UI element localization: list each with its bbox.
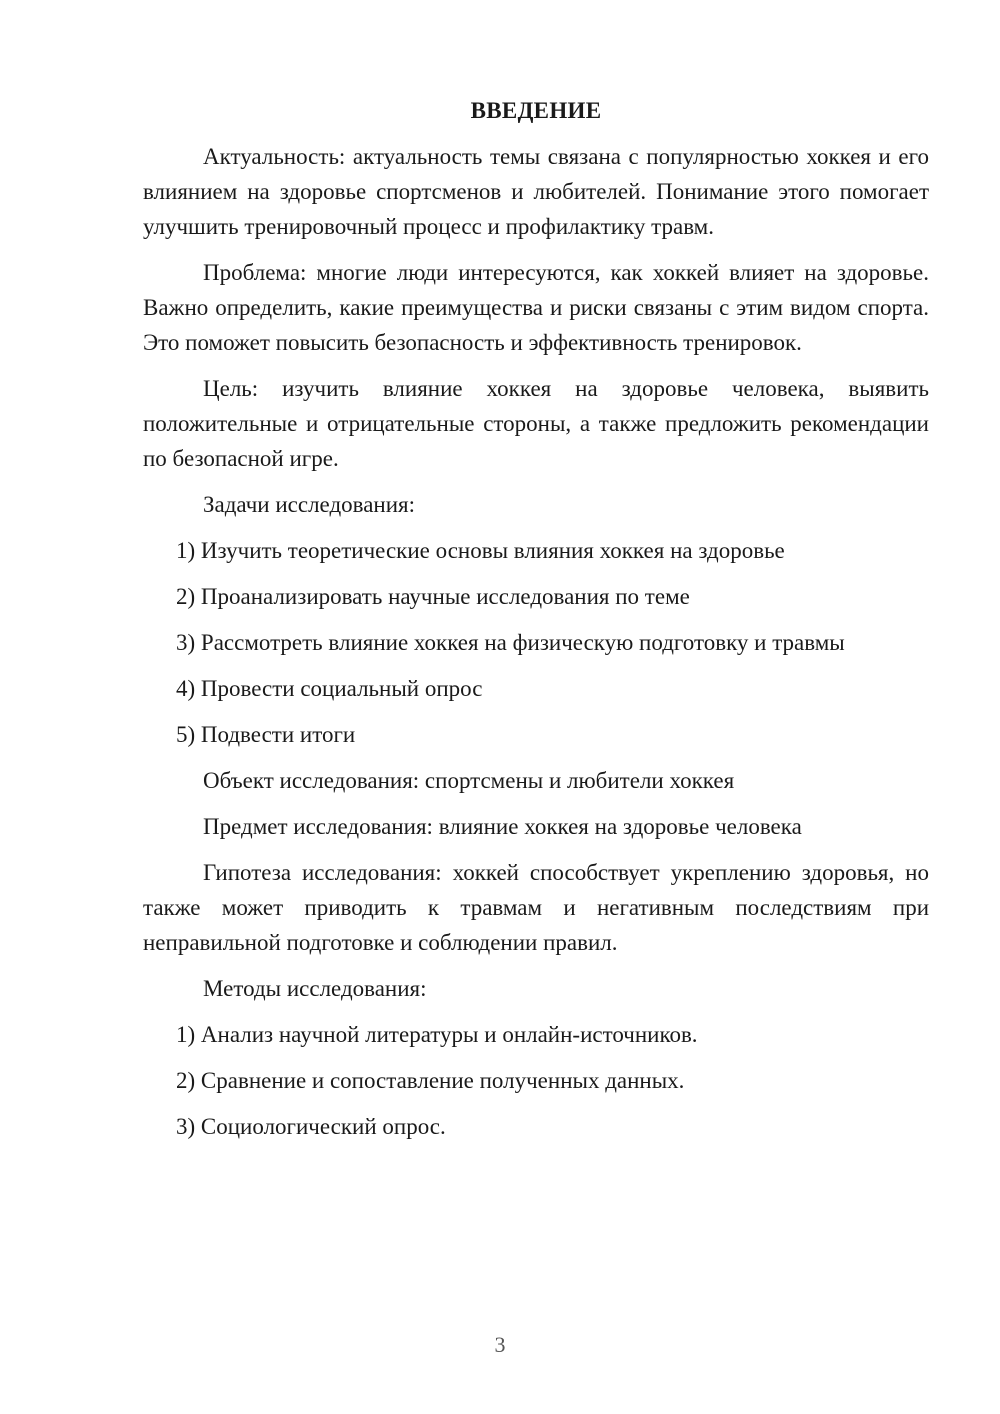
goal-paragraph: Цель: изучить влияние хоккея на здоровье человека, выявить положительные и отрицательные стороны, а также предложить рекомендации по безопасной игре. bbox=[143, 376, 929, 471]
research-object: Объект исследования: спортсмены и любители хоккея bbox=[203, 768, 735, 793]
tasks-list bbox=[143, 533, 929, 752]
methods-list bbox=[143, 1017, 929, 1144]
document-page bbox=[143, 93, 929, 1155]
list-item: 5) Подвести итоги bbox=[176, 722, 356, 747]
tasks-label: Задачи исследования: bbox=[203, 492, 416, 517]
list-item: 1) Анализ научной литературы и онлайн-источников. bbox=[176, 1022, 698, 1047]
methods-label: Методы исследования: bbox=[203, 976, 427, 1001]
list-item: 1) Изучить теоретические основы влияния хоккея на здоровье bbox=[176, 538, 785, 563]
hypothesis-paragraph: Гипотеза исследования: хоккей способствует укреплению здоровья, но также может приводить к травмам и негативным последствиям при неправильной подготовке и соблюдении правил. bbox=[143, 860, 929, 955]
problem-paragraph: Проблема: многие люди интересуются, как хоккей влияет на здоровье. Важно определить, какие преимущества и риски связаны с этим видом спорта. Это поможет повысить безопасность и эффективность тренировок. bbox=[143, 260, 929, 355]
research-subject: Предмет исследования: влияние хоккея на здоровье человека bbox=[203, 814, 802, 839]
list-item: 3) Социологический опрос. bbox=[176, 1114, 446, 1139]
list-item: 2) Проанализировать научные исследования по теме bbox=[176, 584, 690, 609]
section-title: ВВЕДЕНИЕ bbox=[470, 98, 602, 123]
list-item: 3) Рассмотреть влияние хоккея на физическую подготовку и травмы bbox=[176, 630, 845, 655]
page-number: 3 bbox=[494, 1332, 506, 1357]
relevance-paragraph: Актуальность: актуальность темы связана с популярностью хоккея и его влиянием на здоровье спортсменов и любителей. Понимание этого помогает улучшить тренировочный процесс и профилактику травм. bbox=[143, 144, 929, 239]
list-item: 4) Провести социальный опрос bbox=[176, 676, 483, 701]
list-item: 2) Сравнение и сопоставление полученных данных. bbox=[176, 1068, 685, 1093]
